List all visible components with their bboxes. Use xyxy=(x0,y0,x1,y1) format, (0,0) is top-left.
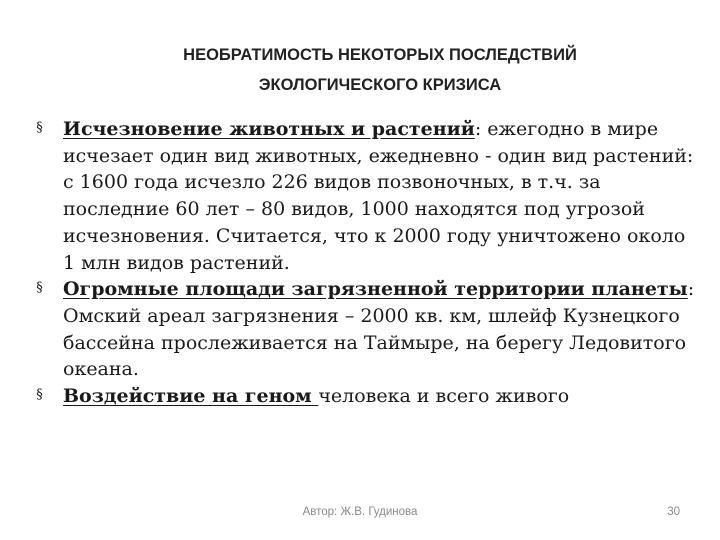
slide-title xyxy=(100,40,660,100)
page-number: 30 xyxy=(667,506,680,518)
bullet-heading: Огромные площади загрязненной территории планеты xyxy=(63,278,688,301)
bullet-list xyxy=(30,116,695,410)
slide-title-line-2: ЭКОЛОГИЧЕСКОГО КРИЗИСА xyxy=(258,76,502,94)
bullet-text: : ежегодно в мире исчезает один вид животных, ежедневно - один вид растений: с 1600 года исчезло 226 видов позвоночных, в т.ч. за последние 60 лет – 80 видов, 1000 находятся под угрозой исчезновения. Считается, что к 2000 году уничтожено около 1 млн видов растений. xyxy=(63,118,694,274)
bullet-marker-icon: § xyxy=(36,120,43,135)
bullet-item-genome-impact xyxy=(30,383,695,410)
bullet-text: человека и всего живого xyxy=(318,385,570,408)
bullet-marker-icon: § xyxy=(36,387,43,403)
bullet-heading: Воздействие на геном xyxy=(63,385,319,408)
slide-title-line-1: НЕОБРАТИМОСТЬ НЕКОТОРЫХ ПОСЛЕДСТВИЙ xyxy=(183,46,577,64)
footer-author: Автор: Ж.В. Гудинова xyxy=(302,506,418,518)
bullet-item-polluted-territory xyxy=(30,276,695,383)
bullet-heading: Исчезновение животных и растений xyxy=(63,118,475,140)
bullet-text: : Омский ареал загрязнения – 2000 кв. км, шлейф Кузнецкого бассейна прослеживается на Таймыре, на берегу Ледовитого океана. xyxy=(63,278,695,381)
bullet-marker-icon: § xyxy=(36,280,43,296)
bullet-item-species-extinction xyxy=(30,116,695,276)
